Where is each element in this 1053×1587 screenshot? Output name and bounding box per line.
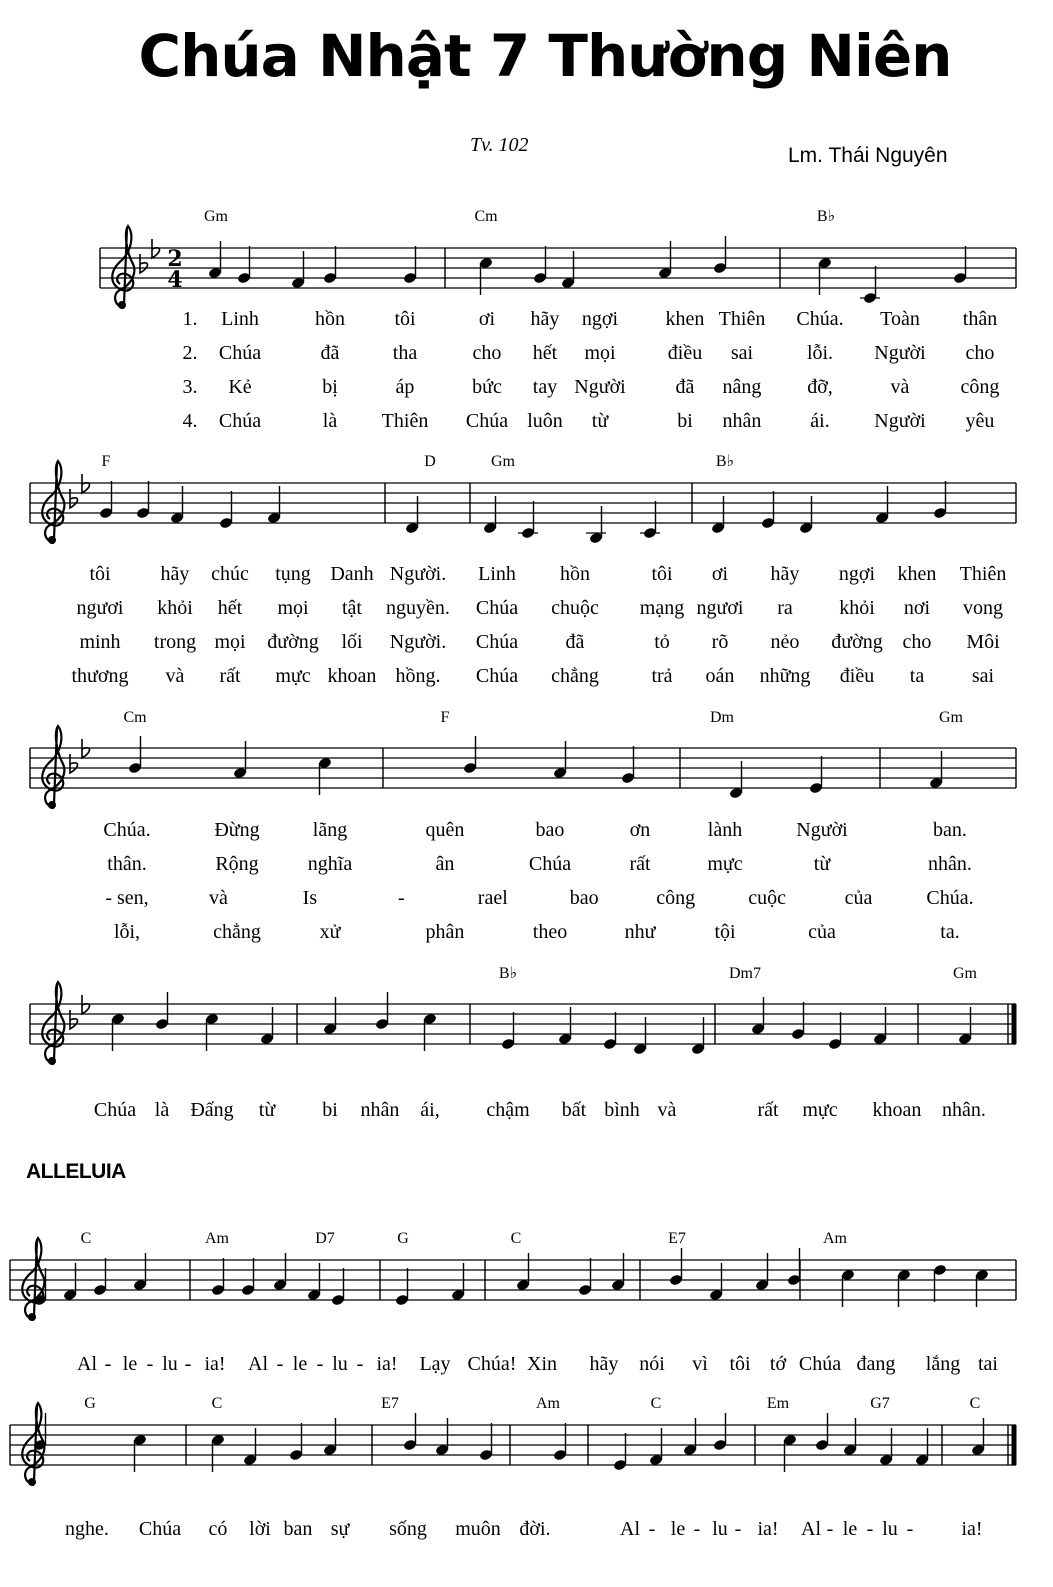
lyric-syllable: chậm [486, 1099, 530, 1121]
lyric-syllable: ta. [940, 921, 960, 943]
lyric-syllable: tôi [89, 563, 111, 585]
treble-clef-icon [42, 461, 64, 543]
chord-symbol: E7 [381, 1395, 399, 1412]
lyric-syllable: và [657, 1099, 677, 1121]
lyric-syllable: đường [267, 631, 319, 653]
lyric-syllable: Toàn [880, 308, 920, 330]
lyric-syllable: rael [477, 887, 508, 909]
flat-sign-icon [70, 754, 78, 773]
chord-symbol: C [650, 1395, 662, 1412]
lyric-syllable: khen [665, 308, 705, 330]
lyric-syllable: Chúa [465, 410, 509, 432]
lyric-syllable: oán [705, 665, 735, 687]
lyric-syllable: Chúa [798, 1353, 842, 1375]
chord-symbol: Am [823, 1230, 847, 1247]
song-title: Chúa Nhật 7 Thường Niên [138, 22, 952, 90]
lyric-syllable: đỡ, [807, 376, 833, 398]
chord-symbol: C [211, 1395, 223, 1412]
lyric-syllable: Al [77, 1353, 97, 1375]
lyric-syllable: ia! [376, 1353, 398, 1375]
lyric-syllable: có [208, 1518, 228, 1540]
lyric-syllable: vì [692, 1353, 708, 1375]
lyric-syllable: lu [332, 1353, 348, 1375]
treble-clef-icon [42, 982, 64, 1064]
lyric-syllable: lãng [312, 819, 348, 841]
chord-symbol: Em [766, 1395, 790, 1412]
lyric-syllable: - [356, 1353, 364, 1375]
chord-symbol: C [80, 1230, 92, 1247]
chord-symbol: G [397, 1230, 409, 1247]
flat-sign-icon [70, 1010, 78, 1029]
lyric-syllable: Chúa [475, 665, 519, 687]
lyric-syllable: tai [978, 1353, 998, 1375]
lyric-syllable: và [890, 376, 910, 398]
lyric-syllable: Chúa [475, 597, 519, 619]
lyric-syllable: lu [882, 1518, 898, 1540]
chord-symbol: Dm [710, 709, 734, 726]
lyric-syllable: le [670, 1518, 686, 1540]
lyric-syllable: Chúa. [796, 308, 844, 330]
lyric-syllable: hồn [560, 563, 590, 585]
lyric-syllable: đã [320, 342, 340, 364]
treble-clef-icon [48, 1057, 56, 1065]
music-system [30, 453, 1016, 687]
lyric-syllable: chẳng [213, 921, 261, 943]
chord-symbol: D [424, 453, 436, 470]
treble-clef-icon [118, 301, 126, 309]
lyric-syllable: - [276, 1353, 284, 1375]
lyric-syllable: tật [342, 597, 362, 619]
lyric-syllable: nghe. [65, 1518, 109, 1540]
lyric-syllable: ra [777, 597, 793, 619]
lyric-syllable: khỏi [157, 597, 193, 619]
lyric-syllable: Danh [330, 563, 374, 585]
lyric-syllable: từ [813, 853, 831, 875]
lyric-syllable: Al [801, 1518, 821, 1540]
lyric-syllable: - sen, [105, 887, 149, 909]
lyric-syllable: của [808, 921, 836, 943]
lyric-syllable: Chúa! [467, 1353, 517, 1375]
lyric-syllable: từ [591, 410, 609, 432]
lyric-syllable: Chúa [138, 1518, 182, 1540]
lyric-syllable: áp [395, 376, 415, 398]
chord-symbol: Gm [491, 453, 515, 470]
lyric-syllable: Is [302, 887, 318, 909]
flat-sign-icon [82, 739, 90, 758]
lyric-syllable: rõ [711, 631, 729, 653]
treble-clef-icon [112, 226, 134, 308]
lyric-syllable: Chúa [475, 631, 519, 653]
lyric-syllable: Linh [221, 308, 259, 330]
lyric-syllable: tha [392, 342, 418, 364]
lyric-syllable: minh [79, 631, 121, 653]
chord-symbol: Cm [123, 709, 147, 726]
lyric-syllable: Chúa [528, 853, 572, 875]
lyric-syllable: hãy [530, 308, 560, 330]
lyric-syllable: công [656, 887, 696, 909]
lyric-syllable: từ [258, 1099, 276, 1121]
lyric-syllable: le [842, 1518, 858, 1540]
lyric-syllable: lỗi. [806, 342, 834, 364]
lyric-syllable: chuộc [551, 597, 599, 619]
lyric-syllable: hãy [160, 563, 190, 585]
lyric-syllable: ơi [711, 563, 729, 585]
lyric-syllable: Al [248, 1353, 268, 1375]
chord-symbol: F [440, 709, 450, 726]
lyric-syllable: Chúa. [103, 819, 151, 841]
lyric-syllable: Đừng [214, 819, 260, 841]
lyric-syllable: ái, [420, 1099, 440, 1121]
chord-symbol: B♭ [816, 208, 836, 225]
lyric-syllable: là [154, 1099, 170, 1121]
lyric-syllable: chúc [211, 563, 249, 585]
lyric-syllable: Thiên [381, 410, 429, 432]
music-system [30, 709, 1016, 943]
lyric-syllable: - [316, 1353, 324, 1375]
lyric-syllable: ân [435, 853, 455, 875]
lyric-syllable: thân. [107, 853, 147, 875]
lyric-syllable: công [960, 376, 1000, 398]
lyric-syllable: le [292, 1353, 308, 1375]
lyric-syllable: sống [389, 1518, 427, 1540]
lyric-syllable: mực [707, 853, 743, 875]
lyric-syllable: 2. [182, 342, 198, 364]
lyric-syllable: sai [730, 342, 754, 364]
chord-symbol: E7 [668, 1230, 686, 1247]
lyric-syllable: ta [909, 665, 925, 687]
chord-symbol: Gm [204, 208, 228, 225]
lyric-syllable: lành [707, 819, 743, 841]
lyric-syllable: ia! [204, 1353, 226, 1375]
lyric-syllable: tụng [275, 563, 311, 585]
lyric-syllable: ái. [810, 410, 830, 432]
lyric-syllable: vong [963, 597, 1003, 619]
lyric-syllable: điều [667, 342, 703, 364]
chord-symbol: Dm7 [729, 965, 761, 982]
lyric-syllable: quên [425, 819, 465, 841]
lyric-syllable: ia! [757, 1518, 779, 1540]
chord-symbol: B♭ [715, 453, 735, 470]
flat-sign-icon [140, 254, 148, 273]
lyric-syllable: nâng [722, 376, 762, 398]
flat-sign-icon [82, 995, 90, 1014]
lyric-syllable: những [759, 665, 811, 687]
lyric-syllable: Rộng [215, 853, 259, 875]
lyric-syllable: như [624, 921, 656, 943]
lyric-syllable: - [826, 1518, 834, 1540]
lyric-syllable: bao [569, 887, 599, 909]
lyric-syllable: nhân. [942, 1099, 986, 1121]
lyric-syllable: tôi [394, 308, 416, 330]
lyric-syllable: trong [153, 631, 197, 653]
lyric-syllable: - [693, 1518, 701, 1540]
lyric-syllable: Người [874, 410, 926, 432]
lyric-syllable: Thiên [959, 563, 1007, 585]
lyric-syllable: Chúa [93, 1099, 137, 1121]
lyric-syllable: ngợi [581, 308, 619, 330]
lyric-syllable: đời. [519, 1518, 551, 1540]
chord-symbol: C [510, 1230, 522, 1247]
lyric-syllable: - [184, 1353, 192, 1375]
treble-clef-icon [48, 801, 56, 809]
lyric-syllable: ngươi [696, 597, 744, 619]
lyric-syllable: hồn [315, 308, 345, 330]
lyric-syllable: hãy [770, 563, 800, 585]
lyric-syllable: phân [425, 921, 465, 943]
chord-symbol: G7 [870, 1395, 890, 1412]
lyric-syllable: Người [874, 342, 926, 364]
lyric-syllable: mực [802, 1099, 838, 1121]
lyric-syllable: xử [319, 921, 341, 943]
lyric-syllable: Người. [389, 563, 447, 585]
lyric-syllable: lắng [925, 1353, 961, 1375]
lyric-syllable: thương [71, 665, 129, 687]
music-system [10, 1395, 1016, 1540]
chord-symbol: Gm [953, 965, 977, 982]
lyric-syllable: - [648, 1518, 656, 1540]
lyric-syllable: ngươi [76, 597, 124, 619]
music-system [100, 208, 1016, 432]
lyric-syllable: đang [856, 1353, 896, 1375]
lyric-syllable: ơn [629, 819, 651, 841]
lyric-syllable: cho [902, 631, 932, 653]
lyric-syllable: Môi [966, 631, 1000, 653]
lyric-syllable: tôi [729, 1353, 751, 1375]
lyric-syllable: - [734, 1518, 742, 1540]
lyric-syllable: tội [714, 921, 736, 943]
lyric-syllable: Đấng [190, 1099, 234, 1121]
treble-clef-icon [28, 1478, 36, 1486]
lyric-syllable: bi [677, 410, 693, 432]
lyric-syllable: đường [831, 631, 883, 653]
lyric-syllable: theo [532, 921, 568, 943]
lyric-syllable: và [208, 887, 228, 909]
lyric-syllable: Chúa [218, 410, 262, 432]
lyric-syllable: bất [561, 1099, 587, 1121]
lyric-syllable: tay [532, 376, 558, 398]
lyric-syllable: - [397, 887, 405, 909]
lyric-syllable: cho [472, 342, 502, 364]
chord-symbol: Cm [474, 208, 498, 225]
lyric-syllable: - [146, 1353, 154, 1375]
lyric-syllable: lời [249, 1518, 271, 1540]
lyric-syllable: Kẻ [228, 376, 252, 398]
lyric-syllable: tớ [769, 1353, 787, 1375]
chord-symbol: Am [536, 1395, 560, 1412]
chord-symbol: Am [205, 1230, 229, 1247]
chord-symbol: B♭ [498, 965, 518, 982]
lyric-syllable: Chúa [218, 342, 262, 364]
treble-clef-icon [28, 1313, 36, 1321]
lyric-syllable: đã [675, 376, 695, 398]
lyric-syllable: bi [322, 1099, 338, 1121]
lyric-syllable: lối [341, 631, 363, 653]
lyric-syllable: ngợi [838, 563, 876, 585]
lyric-syllable: sự [330, 1518, 350, 1540]
lyric-syllable: 1. [182, 308, 198, 330]
lyric-syllable: hết [217, 597, 243, 619]
lyric-syllable: ban [283, 1518, 313, 1540]
alleluia-heading: ALLELUIA [26, 1160, 126, 1183]
lyric-syllable: Al [620, 1518, 640, 1540]
music-system [30, 965, 1016, 1121]
chord-symbol: C [969, 1395, 981, 1412]
lyric-syllable: rất [219, 665, 241, 687]
lyric-syllable: hãy [589, 1353, 619, 1375]
lyric-syllable: Người. [389, 631, 447, 653]
lyric-syllable: Linh [478, 563, 516, 585]
lyric-syllable: hết [532, 342, 558, 364]
lyric-syllable: - [906, 1518, 914, 1540]
lyric-syllable: khoan [872, 1099, 922, 1121]
lyric-syllable: mạng [639, 597, 685, 619]
lyric-syllable: Người [574, 376, 626, 398]
flat-sign-icon [82, 474, 90, 493]
chord-symbol: F [101, 453, 111, 470]
lyric-syllable: sai [971, 665, 995, 687]
lyric-syllable: nghĩa [307, 853, 353, 875]
lyric-syllable: của [844, 887, 873, 909]
lyric-syllable: nguyền. [386, 597, 450, 619]
lyric-syllable: tỏ [654, 631, 670, 653]
chord-symbol: D7 [315, 1230, 335, 1247]
music-system [10, 1230, 1016, 1375]
treble-clef-icon [42, 726, 64, 808]
lyric-syllable: ia! [961, 1518, 983, 1540]
lyric-syllable: mực [275, 665, 311, 687]
chord-symbol: Gm [939, 709, 963, 726]
treble-clef-icon [48, 536, 56, 544]
lyric-syllable: rất [757, 1099, 779, 1121]
lyric-syllable: - [104, 1353, 112, 1375]
lyric-syllable: thân [962, 308, 998, 330]
lyric-syllable: mọi [214, 631, 246, 653]
lyric-syllable: bao [535, 819, 565, 841]
lyric-syllable: nhân [360, 1099, 400, 1121]
lyric-syllable: 4. [182, 410, 198, 432]
chord-symbol: G [84, 1395, 96, 1412]
lyric-syllable: Chúa. [926, 887, 974, 909]
lyric-syllable: lu [712, 1518, 728, 1540]
lyric-syllable: muôn [455, 1518, 501, 1540]
lyric-syllable: bị [322, 376, 338, 398]
lyric-syllable: Thiên [718, 308, 766, 330]
treble-clef-icon [22, 1238, 44, 1320]
time-signature-top: 2 [167, 246, 183, 272]
lyric-syllable: hồng. [395, 665, 441, 687]
lyric-syllable: 3. [182, 376, 198, 398]
lyric-syllable: nói [639, 1353, 665, 1375]
lyric-syllable: nẻo [770, 631, 800, 653]
lyric-syllable: Xin [527, 1353, 557, 1375]
lyric-syllable: chẳng [551, 665, 599, 687]
flat-sign-icon [152, 239, 160, 258]
composer-name: Lm. Thái Nguyên [788, 144, 948, 167]
lyric-syllable: ban. [933, 819, 967, 841]
lyric-syllable: là [322, 410, 338, 432]
time-signature-bottom: 4 [167, 267, 183, 293]
lyric-syllable: - [866, 1518, 874, 1540]
lyric-syllable: điều [839, 665, 875, 687]
lyric-syllable: lu [162, 1353, 178, 1375]
lyric-syllable: luôn [527, 410, 563, 432]
psalm-reference: Tv. 102 [470, 134, 529, 156]
lyric-syllable: tôi [651, 563, 673, 585]
lyric-syllable: mọi [584, 342, 616, 364]
lyric-syllable: khen [897, 563, 937, 585]
lyric-syllable: bức [472, 376, 502, 398]
lyric-syllable: Người [796, 819, 848, 841]
lyric-syllable: nhân. [928, 853, 972, 875]
lyric-syllable: mọi [277, 597, 309, 619]
lyric-syllable: cuộc [748, 887, 786, 909]
lyric-syllable: ơi [478, 308, 496, 330]
lyric-syllable: khỏi [839, 597, 875, 619]
lyric-syllable: bình [604, 1099, 640, 1121]
lyric-syllable: đã [565, 631, 585, 653]
lyric-syllable: le [122, 1353, 138, 1375]
lyric-syllable: trả [651, 665, 673, 687]
lyric-syllable: nhân [722, 410, 762, 432]
lyric-syllable: Lạy [419, 1353, 451, 1375]
lyric-syllable: rất [629, 853, 651, 875]
lyric-syllable: yêu [965, 410, 995, 432]
lyric-syllable: cho [965, 342, 995, 364]
lyric-syllable: và [165, 665, 185, 687]
lyric-syllable: khoan [327, 665, 377, 687]
lyric-syllable: nơi [903, 597, 931, 619]
flat-sign-icon [70, 489, 78, 508]
lyric-syllable: lỗi, [113, 921, 141, 943]
